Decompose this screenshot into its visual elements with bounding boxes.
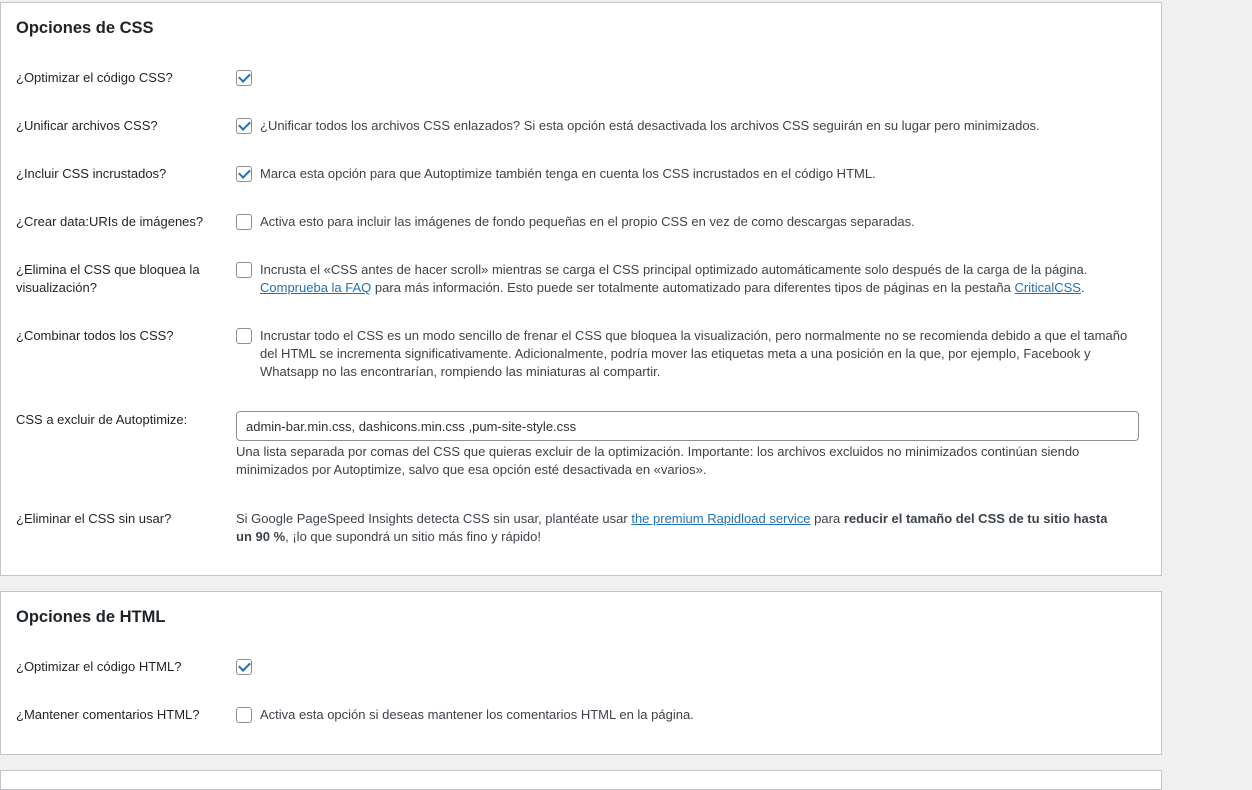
html-options-panel: [0, 591, 1162, 755]
html-section-title: Opciones de HTML: [16, 608, 166, 626]
keep-comments-label: ¿Mantener comentarios HTML?: [16, 707, 200, 722]
aggregate-css-label: ¿Unificar archivos CSS?: [16, 118, 158, 133]
defer-desc-part1: Incrusta el «CSS antes de hacer scroll» mientras se carga el CSS principal optimizado automáticamente solo después de la carga de la página.: [260, 262, 1088, 277]
criticalcss-link[interactable]: CriticalCSS: [1014, 280, 1081, 295]
inline-all-css-description: Incrustar todo el CSS es un modo sencillo de frenar el CSS que bloquea la visualización, pero normalmente no se recomienda debido a que el tamaño del HTML se incrementa significativamente. Adicionalmente, podría mover las etiquetas meta a una posición en la que, por ejemplo, Facebook y Whatsapp no las encontrarían, rompiendo las miniaturas al compartir.: [260, 328, 1128, 379]
unused-desc-part3: , ¡lo que supondrá un sitio más fino y rápido!: [285, 529, 541, 544]
aggregate-css-checkbox[interactable]: [236, 118, 252, 134]
exclude-css-description: Una lista separada por comas del CSS que quieras excluir de la optimización. Importante: los archivos excluidos no minimizados continúan siendo minimizados por Autoptimize, salvo que esa opción esté desactivada en «varios».: [236, 444, 1080, 477]
datauris-description: Activa esto para incluir las imágenes de fondo pequeñas en el propio CSS en vez de como descargas separadas.: [260, 214, 915, 229]
unused-desc-part1: Si Google PageSpeed Insights detecta CSS sin usar, plantéate usar: [236, 511, 628, 526]
next-options-panel: [0, 770, 1162, 790]
checkmark-icon: [238, 166, 251, 179]
keep-comments-description: Activa esta opción si deseas mantener los comentarios HTML en la página.: [260, 707, 694, 722]
exclude-css-input[interactable]: [236, 411, 1139, 441]
exclude-css-label: CSS a excluir de Autoptimize:: [16, 412, 188, 427]
optimize-html-checkbox[interactable]: [236, 659, 252, 675]
datauris-label: ¿Crear data:URIs de imágenes?: [16, 214, 204, 229]
defer-css-label: ¿Elimina el CSS que bloquea la visualización?: [16, 262, 200, 295]
optimize-css-label: ¿Optimizar el código CSS?: [16, 70, 173, 85]
defer-desc-part2: para más información. Esto puede ser totalmente automatizado para diferentes tipos de páginas en la pestaña: [374, 280, 1011, 295]
css-section-title: Opciones de CSS: [16, 19, 154, 37]
defer-desc-part3: .: [1080, 280, 1085, 295]
inline-css-description: Marca esta opción para que Autoptimize también tenga en cuenta los CSS incrustados en el código HTML.: [260, 166, 876, 181]
optimize-css-checkbox[interactable]: [236, 70, 252, 86]
defer-css-checkbox[interactable]: [236, 262, 252, 278]
aggregate-css-description: ¿Unificar todos los archivos CSS enlazados? Si esta opción está desactivada los archivos CSS seguirán en su lugar pero minimizados.: [260, 118, 1040, 133]
inline-css-label: ¿Incluir CSS incrustados?: [16, 166, 167, 181]
unused-css-label: ¿Eliminar el CSS sin usar?: [16, 511, 172, 526]
checkmark-icon: [238, 118, 251, 131]
unused-css-description: [236, 510, 1116, 546]
checkmark-icon: [238, 659, 251, 672]
defer-css-description: [260, 261, 1140, 297]
unused-desc-part2: para: [814, 511, 841, 526]
faq-link[interactable]: Comprueba la FAQ: [260, 280, 372, 295]
inline-all-css-checkbox[interactable]: [236, 328, 252, 344]
rapidload-link[interactable]: the premium Rapidload service: [631, 511, 811, 526]
optimize-html-label: ¿Optimizar el código HTML?: [16, 659, 182, 674]
datauris-checkbox[interactable]: [236, 214, 252, 230]
inline-all-css-label: ¿Combinar todos los CSS?: [16, 328, 174, 343]
css-options-panel: [0, 2, 1162, 576]
keep-comments-checkbox[interactable]: [236, 707, 252, 723]
inline-css-checkbox[interactable]: [236, 166, 252, 182]
unused-desc-bold: reducir el tamaño del CSS de tu sitio hasta un 90 %: [236, 511, 1108, 544]
checkmark-icon: [238, 70, 251, 83]
